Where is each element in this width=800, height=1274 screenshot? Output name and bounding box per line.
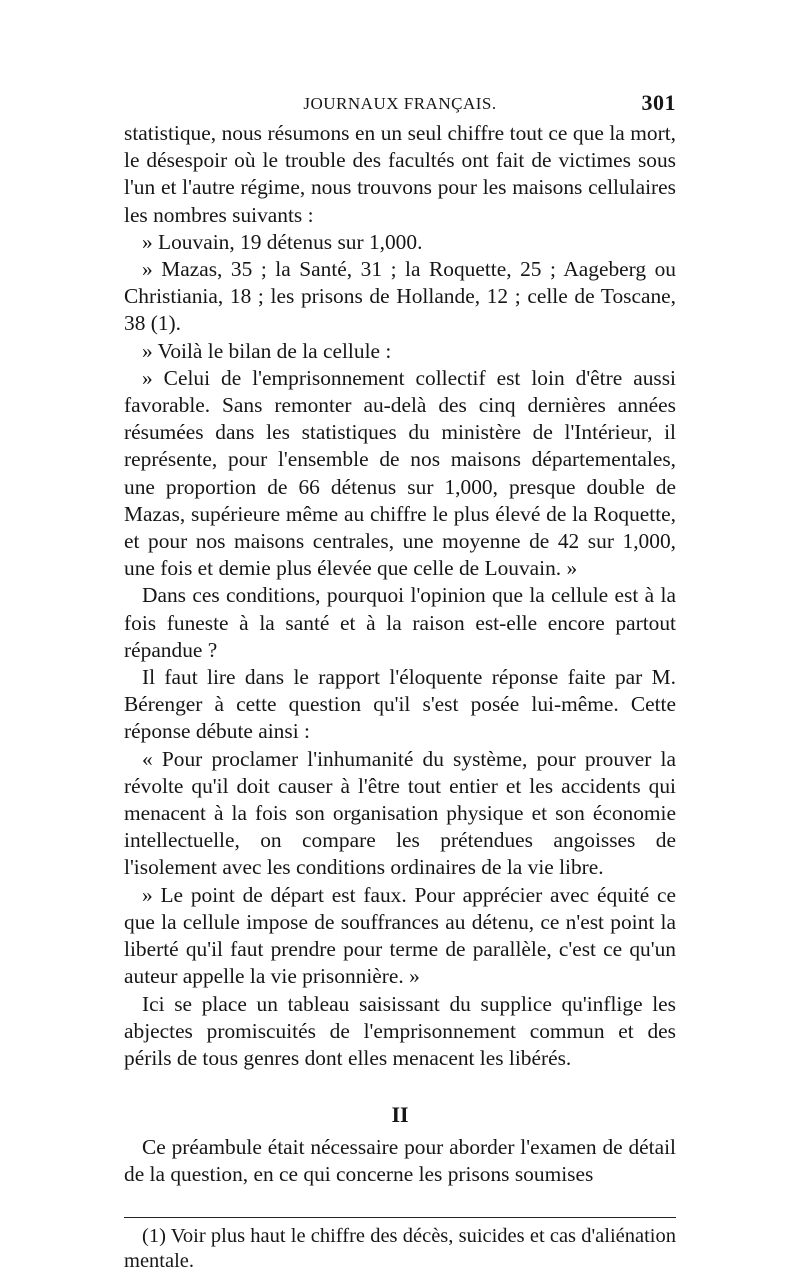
- paragraph: » Voilà le bilan de la cellule :: [142, 338, 392, 363]
- paragraph: « Pour proclamer l'inhumanité du système, pour prouver la révolte qu'il doit causer à l'être tout entier et les accidents qui menacent à la fois son organisation physique et son économie intellectuelle, on compare les prétendues angoisses de l'isolement avec les conditions ordinaires de la vie libre.: [124, 746, 676, 880]
- paragraph: Ici se place un tableau saisissant du supplice qu'inflige les abjectes promiscuités de l'emprisonnement commun et des périls de tous genres dont elles menacent les libérés.: [124, 991, 676, 1070]
- section-paragraph: Ce préambule était nécessaire pour aborder l'examen de détail de la question, en ce qui concerne les prisons soumises: [124, 1135, 676, 1187]
- document-page: [124, 90, 676, 1274]
- running-head: JOURNAUX FRANÇAIS.: [303, 94, 497, 113]
- paragraph: » Mazas, 35 ; la Santé, 31 ; la Roquette, 25 ; Aageberg ou Christiania, 18 ; les prisons de Hollande, 12 ; celle de Toscane, 38 (1).: [124, 257, 676, 336]
- section-heading: II: [391, 1102, 409, 1128]
- body-text: [124, 120, 676, 1189]
- page-header: [124, 90, 676, 120]
- paragraph: » Celui de l'emprisonnement collectif est loin d'être aussi favorable. Sans remonter au-delà des cinq dernières années résumées dans les statistiques du ministère de l'Intérieur, il représente, pour l'ensemble de nos maisons départementales, une proportion de 66 détenus sur 1,000, presque double de Mazas, supérieure même au chiffre le plus élevé de la Roquette, et pour nos maisons centrales, une moyenne de 42 sur 1,000, une fois et demie plus élevée que celle de Louvain. »: [124, 365, 676, 581]
- paragraph: Dans ces conditions, pourquoi l'opinion que la cellule est à la fois funeste à la santé et à la raison est-elle encore partout répandue ?: [124, 583, 676, 662]
- paragraph: » Le point de départ est faux. Pour apprécier avec équité ce que la cellule impose de souffrances au détenu, ce n'est point la liberté qu'il faut prendre pour terme de parallèle, c'est ce qu'un auteur appelle la vie prisonnière. »: [124, 882, 676, 989]
- paragraph: statistique, nous résumons en un seul chiffre tout ce que la mort, le désespoir où le trouble des facultés ont fait de victimes sous l'un et l'autre régime, nous trouvons pour les maisons cellulaires les nombres suivants :: [124, 121, 676, 227]
- paragraph: » Louvain, 19 détenus sur 1,000.: [142, 229, 423, 254]
- page-number: 301: [641, 90, 676, 115]
- footnote-divider: [124, 1217, 676, 1218]
- paragraph: Il faut lire dans le rapport l'éloquente réponse faite par M. Bérenger à cette question qu'il s'est posée lui-même. Cette réponse débute ainsi :: [124, 665, 676, 744]
- footnote: (1) Voir plus haut le chiffre des décès, suicides et cas d'aliénation mentale.: [124, 1224, 676, 1272]
